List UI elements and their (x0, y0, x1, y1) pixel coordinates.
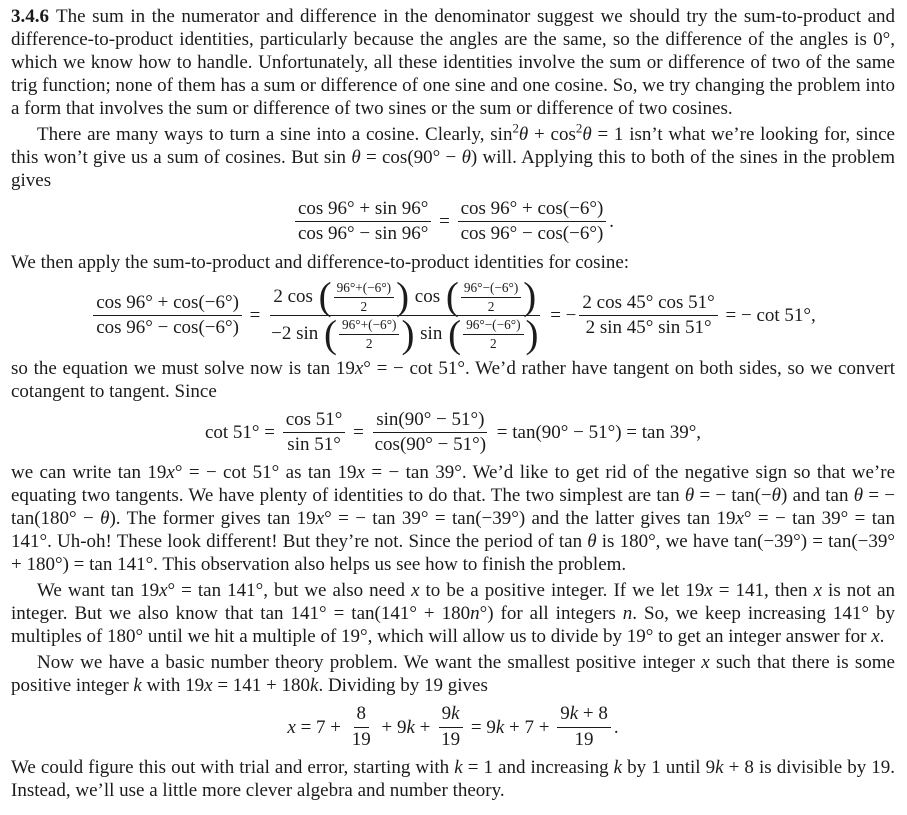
paragraph-sine-to-cosine: There are many ways to turn a sine into a cosine. Clearly, $\sin^2\theta + \cos^2\theta = 1$ isn’t what we’re looking for, since this won’t give us a sum of cosines. But sin θ = cos(90° − θ) will. Applying this to both of the sines in the problem gives (11, 120, 895, 191)
paragraph-trial-and-error: We could figure this out with trial and error, starting with k = 1 and increasing k by 1 until 9k + 8 is divisible by 19. Instead, we’ll use a little more clever algebra and number theory. (11, 757, 895, 802)
equation-cosine-ratio: $\frac{\cos 96^\circ + \sin 96^\circ}{\cos 96^\circ - \sin 96^\circ}$ = $\frac{\cos 96^\circ + \cos(-6^\circ)}{\cos 96^\circ - \cos(-6^\circ)}$ . (11, 198, 895, 246)
equation-cot-to-tan: cot 51° = $\frac{\cos 51^\circ}{\sin 51^\circ}$ = $\frac{\sin(90^\circ - 51^\circ)}{\cos(90^\circ - 51^\circ)}$ = tan(90° − 51°) = tan 39°, (204, 408, 702, 455)
paragraph-number-theory: Now we have a basic number theory problem. We want the smallest positive integer x such that there is some positive integer k with 19x = 141 + 180k. Dividing by 19 gives (11, 652, 895, 697)
equation-sum-to-product: $\frac{\cos 96^\circ + \cos(-6^\circ)}{\cos 96^\circ - \cos(-6^\circ)}$ = 2 cos ( $\frac{96^\circ+(-6^\circ)}{2}$ ) cos ( $\frac{96^\circ-(-6^\circ)}{2}$ ) −2 sin ( $\frac{96^\circ+(-6^\circ)}{2}$ ) sin ( $\frac{96^\circ-(-6^\circ)}{2}$ ) = − $\frac{2 \cos 45^\circ \cos 51^\circ}{2 \sin 45^\circ \sin 51^\circ}$ = − cot 51°, (11, 280, 895, 352)
paragraph-positive-integer: We want tan 19x° = tan 141°, but we also need x to be a positive integer. If we let 19x = 141, then x is not an integer. But we also know that tan 141° = tan(141° + 180n°) for all integers n. So, we keep increasing 141° by multiples of 180° until we hit a multiple of 19°, which will allow us to divide by 19° to get an integer answer for x. (11, 580, 896, 648)
paragraph-apply-identities: We then apply the sum-to-product and difference-to-product identities for cosine: (11, 251, 630, 273)
paragraph-solution-intro: 3.4.6 The sum in the numerator and difference in the denominator suggest we should try the sum-to-product and difference-to-product identities, particularly because the angles are the same, so the difference of the angles is 0°, which we know how to handle. Unfortunately, all these identities involve the sum or difference of two of the same trig function; none of them has a sum or difference of one sine and one cosine. So, we try changing the problem into a form that involves the sum or difference of two sines or the sum or difference of two cosines. (11, 6, 895, 119)
equation-x-in-terms-of-k: x = 7 + $\frac{8}{19}$ + 9 k + 9 k 19 = 9 k + 7 + 9 k + 8 19 . (287, 703, 619, 750)
paragraph-convert-cotangent: so the equation we must solve now is tan 19x° = − cot 51°. We’d rather have tangent on both sides, so we convert cotangent to tangent. Since (11, 357, 895, 402)
paragraph-negative-sign: we can write tan 19x° = − cot 51° as tan 19x = − tan 39°. We’d like to get rid of the negative sign so that we’re equating two tangents. We have plenty of identities to do that. The two simplest are tan θ = − tan(−θ) and tan θ = − tan(180° − θ). The former gives tan 19x° = − tan 39° = tan(−39°) and the latter gives tan 19x° = − tan 39° = tan 141°. Uh-oh! These look different! But they’re not. Since the period of tan θ is 180°, we have tan(−39°) = tan(−39° + 180°) = tan 141°. This observation also helps us see how to finish the problem. (11, 462, 895, 576)
